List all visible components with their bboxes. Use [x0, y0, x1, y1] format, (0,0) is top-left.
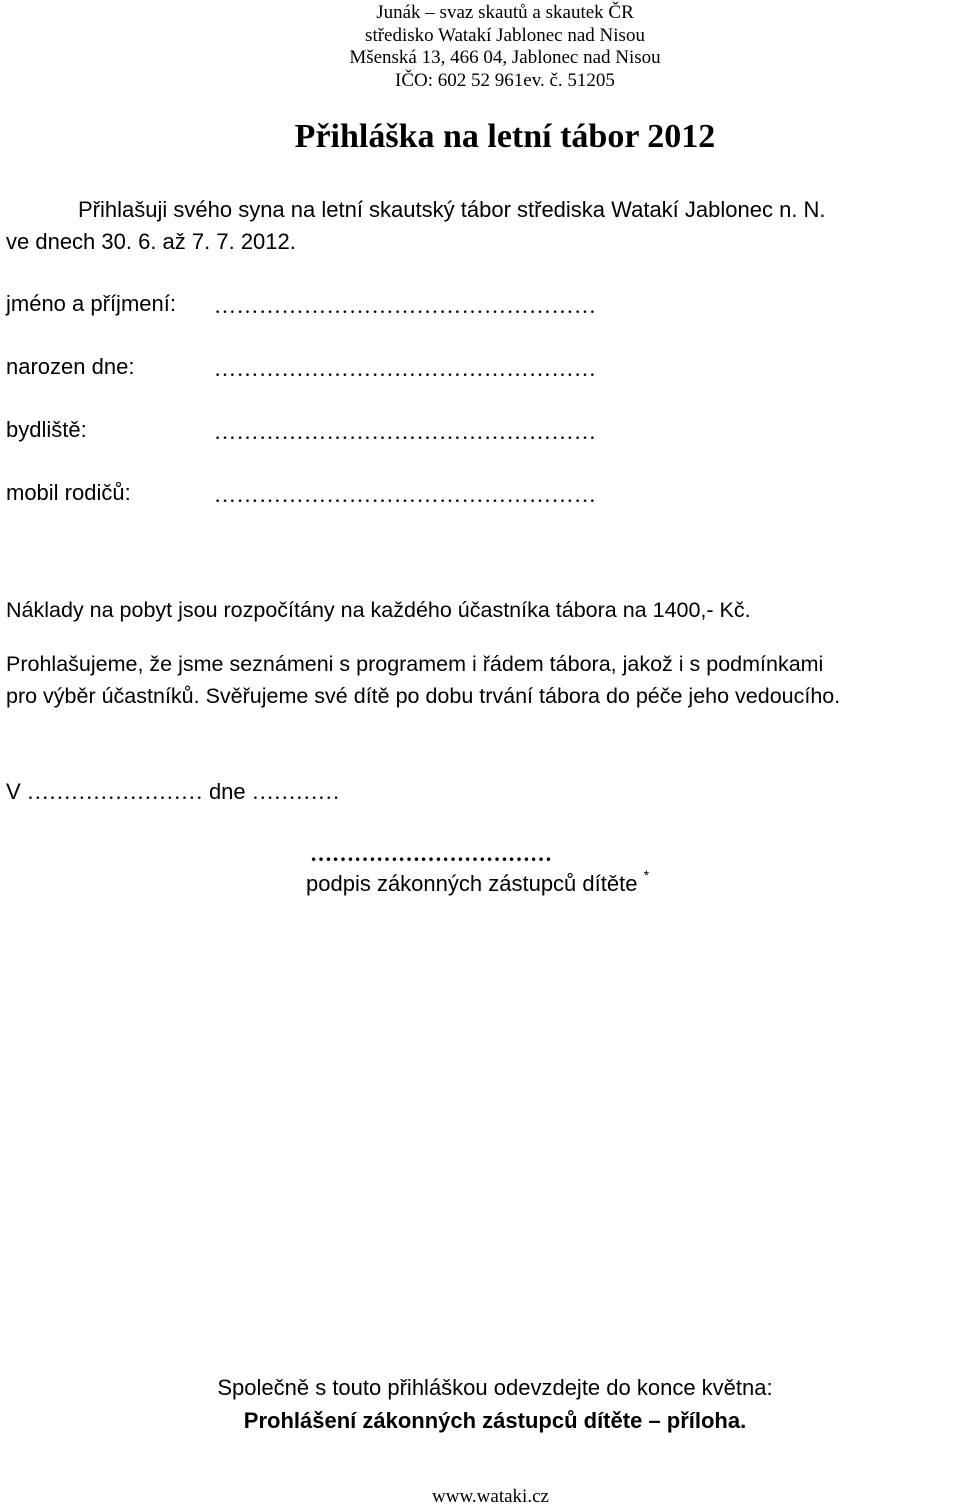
submission-note: Společně s touto přihláškou odevzdejte do konce května:: [217, 1375, 773, 1400]
signature-footnote-mark: *: [643, 867, 650, 883]
date-label: dne: [208, 779, 246, 804]
intro-line-1: Přihlašuji svého syna na letní skautský tábor střediska Watakí Jablonec n. N.: [78, 197, 826, 222]
website-link[interactable]: www.wataki.cz: [432, 1486, 549, 1507]
org-name: Junák – svaz skautů a skautek ČR: [376, 2, 634, 23]
organization-header: [300, 2, 710, 92]
attachment-note: Prohlášení zákonných zástupců dítěte – příloha.: [243, 1408, 747, 1433]
residence-label: bydliště:: [6, 417, 87, 442]
birth-date-label: narozen dne:: [6, 354, 135, 379]
document-title: Přihláška na letní tábor 2012: [294, 118, 716, 155]
declaration-line-1: Prohlašujeme, že jsme seznámeni s programem i řádem tábora, jakož i s podmínkami: [6, 652, 824, 676]
date-blank: …………: [251, 779, 340, 804]
org-address: Mšenská 13, 466 04, Jablonec nad Nisou: [349, 47, 661, 68]
parents-phone-blank: ……………………………………………: [214, 482, 597, 507]
costs-paragraph: Náklady na pobyt jsou rozpočítány na každého účastníka tábora na 1400,- Kč.: [6, 598, 751, 622]
parents-phone-label: mobil rodičů:: [6, 480, 131, 505]
place-blank: ……………………: [26, 779, 203, 804]
intro-line-2: ve dnech 30. 6. až 7. 7. 2012.: [6, 229, 296, 254]
birth-date-blank: ……………………………………………: [214, 356, 597, 381]
signature-label: podpis zákonných zástupců dítěte: [306, 871, 638, 896]
org-ico: IČO: 602 52 961ev. č. 51205: [395, 69, 615, 91]
residence-blank: ……………………………………………: [214, 419, 597, 444]
name-label: jméno a příjmení:: [6, 291, 176, 316]
org-unit: středisko Watakí Jablonec nad Nisou: [365, 24, 645, 46]
signature-line: ……………………………: [310, 841, 552, 866]
place-date-line: [6, 779, 340, 805]
signature-caption: [306, 867, 650, 897]
declaration-line-2: pro výběr účastníků. Svěřujeme své dítě po dobu trvání tábora do péče jeho vedoucího.: [6, 684, 841, 708]
name-blank: ……………………………………………: [214, 293, 597, 318]
place-label: V: [6, 779, 21, 804]
